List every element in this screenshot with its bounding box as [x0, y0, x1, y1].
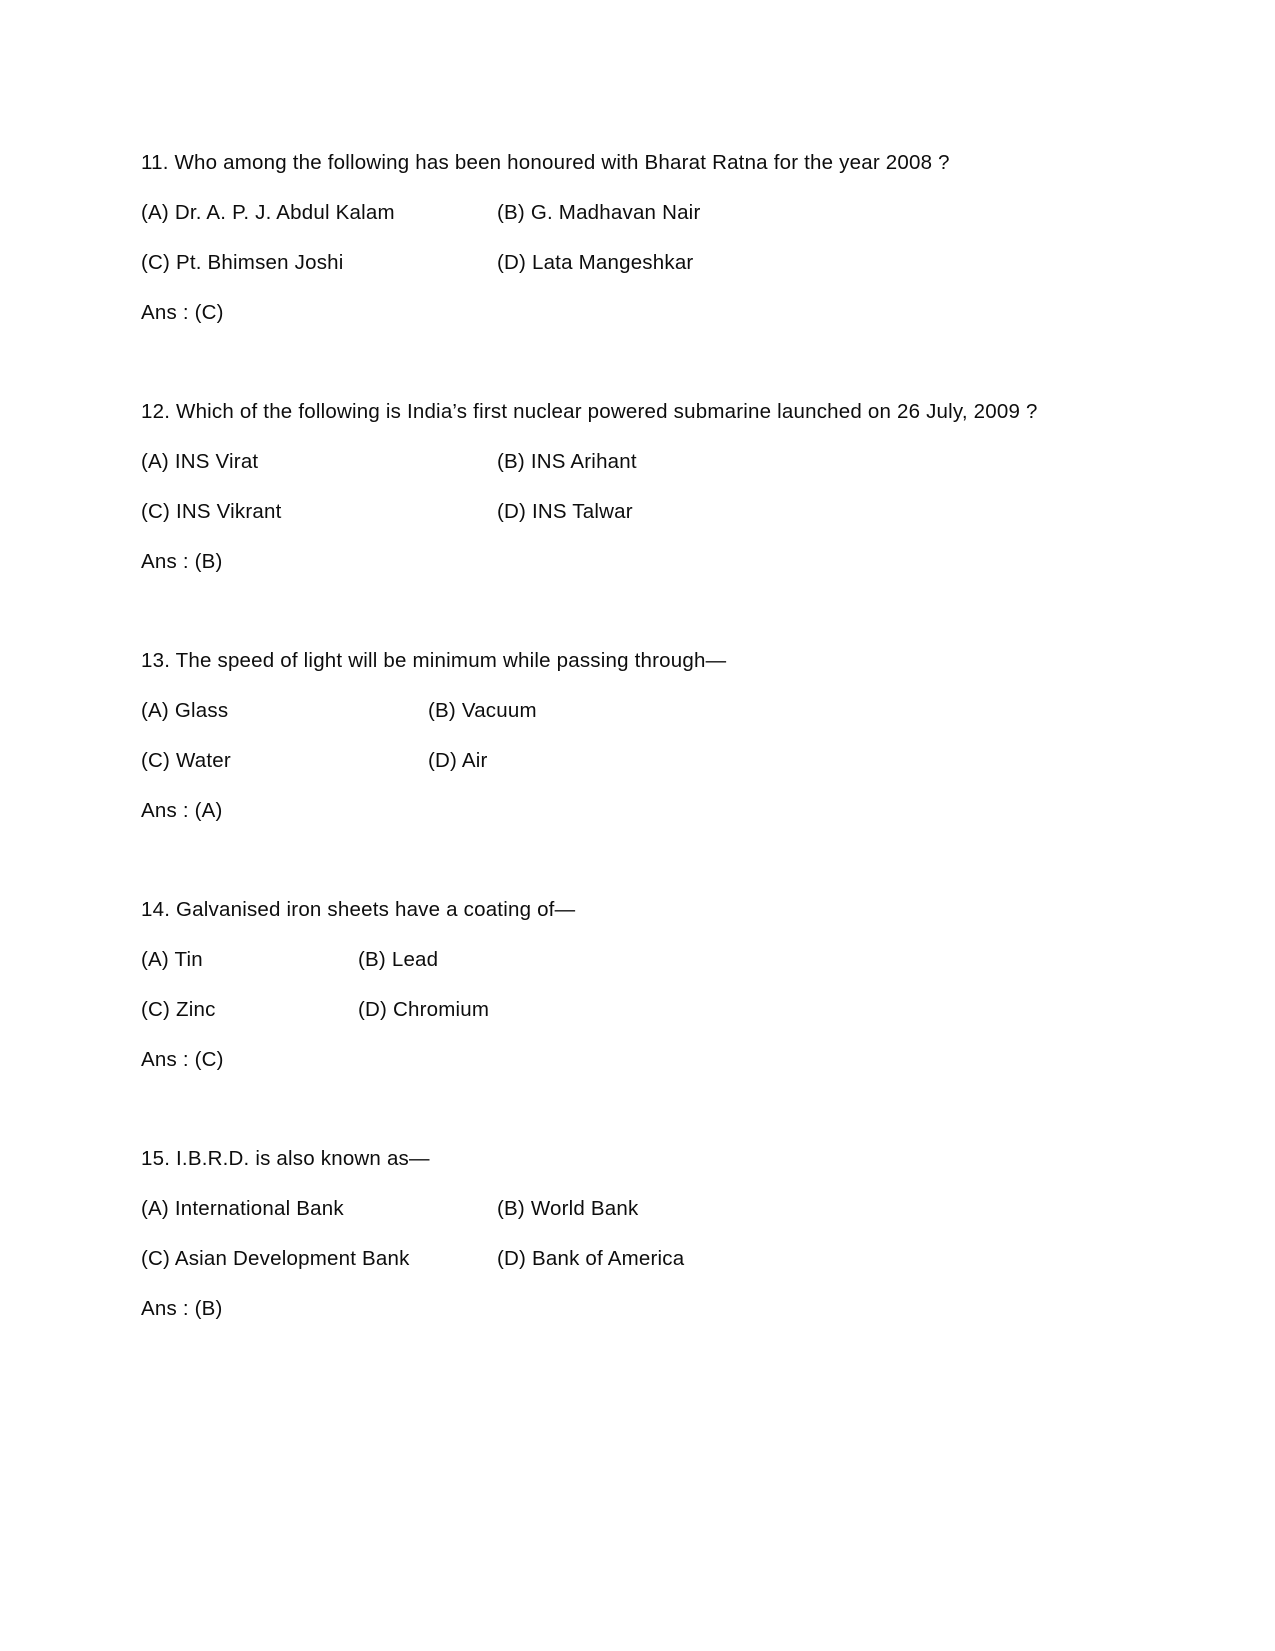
option-row-ab — [141, 935, 1141, 985]
option-row-ab — [141, 1184, 1141, 1234]
option-d[interactable]: (D) INS Talwar — [497, 500, 633, 523]
option-c[interactable]: (C) Water — [141, 749, 231, 772]
question-text: 11. Who among the following has been honoured with Bharat Ratna for the year 2008 ? — [141, 151, 950, 174]
question-list — [141, 138, 1141, 1334]
option-d[interactable]: (D) Air — [428, 749, 488, 772]
option-c[interactable]: (C) INS Vikrant — [141, 500, 282, 523]
option-row-cd — [141, 238, 1141, 288]
answer-text: Ans : (C) — [141, 301, 224, 324]
option-c[interactable]: (C) Asian Development Bank — [141, 1247, 410, 1270]
option-d[interactable]: (D) Chromium — [358, 998, 490, 1021]
option-c[interactable]: (C) Zinc — [141, 998, 216, 1021]
option-b[interactable]: (B) World Bank — [497, 1197, 639, 1220]
question-text: 13. The speed of light will be minimum while passing through— — [141, 649, 727, 672]
question-block — [141, 138, 1141, 338]
option-a[interactable]: (A) Glass — [141, 699, 229, 722]
question-block — [141, 387, 1141, 587]
option-row-ab — [141, 188, 1141, 238]
option-a[interactable]: (A) International Bank — [141, 1197, 344, 1220]
option-row-cd — [141, 985, 1141, 1035]
option-d[interactable]: (D) Lata Mangeshkar — [497, 251, 694, 274]
option-row-ab — [141, 437, 1141, 487]
option-d[interactable]: (D) Bank of America — [497, 1247, 685, 1270]
option-b[interactable]: (B) Lead — [358, 948, 439, 971]
option-b[interactable]: (B) Vacuum — [428, 699, 537, 722]
option-a[interactable]: (A) INS Virat — [141, 450, 259, 473]
option-b[interactable]: (B) G. Madhavan Nair — [497, 201, 701, 224]
option-row-cd — [141, 736, 1141, 786]
question-block — [141, 1134, 1141, 1334]
option-row-cd — [141, 1234, 1141, 1284]
answer-text: Ans : (A) — [141, 799, 223, 822]
answer-text: Ans : (B) — [141, 1297, 223, 1320]
question-block — [141, 885, 1141, 1085]
question-text: 14. Galvanised iron sheets have a coating of— — [141, 898, 576, 921]
option-row-cd — [141, 487, 1141, 537]
question-text: 15. I.B.R.D. is also known as— — [141, 1147, 430, 1170]
option-b[interactable]: (B) INS Arihant — [497, 450, 637, 473]
option-a[interactable]: (A) Tin — [141, 948, 203, 971]
answer-text: Ans : (C) — [141, 1048, 224, 1071]
option-c[interactable]: (C) Pt. Bhimsen Joshi — [141, 251, 344, 274]
question-block — [141, 636, 1141, 836]
question-text: 12. Which of the following is India’s first nuclear powered submarine launched on 26 July, 2009 ? — [141, 400, 1038, 423]
option-row-ab — [141, 686, 1141, 736]
answer-text: Ans : (B) — [141, 550, 223, 573]
option-a[interactable]: (A) Dr. A. P. J. Abdul Kalam — [141, 201, 395, 224]
